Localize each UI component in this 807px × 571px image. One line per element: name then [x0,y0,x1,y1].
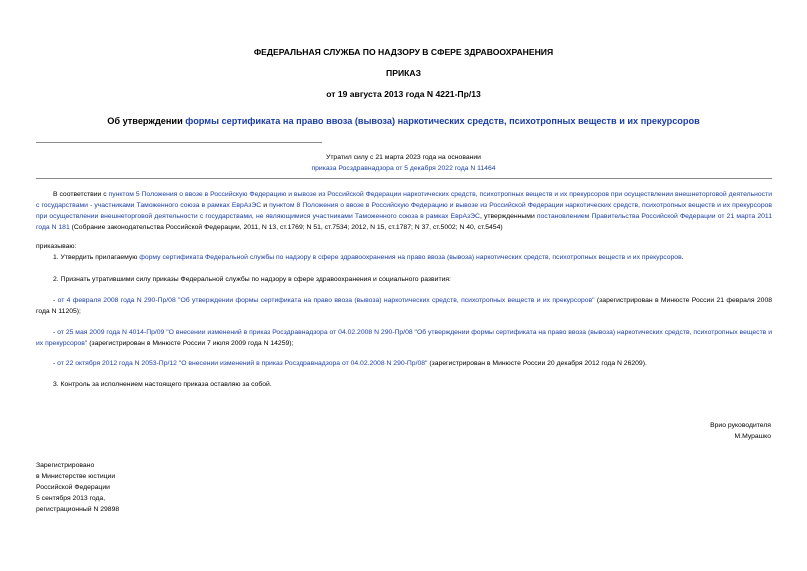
preamble-link-1[interactable]: пунктом 5 Положения о ввозе в Российскую Федерацию и вывозе из Российской Федерации наркотических средств, психотропных веществ и их прекурсоров при осуществлении внешнеторговой деятельности с государствами - участниками Таможенного союза в рамках ЕврАзЭС [36,191,772,209]
item-3: 3. Контроль за исполнением настоящего приказа оставляю за собой. [53,381,272,388]
registration-block [36,460,119,515]
registration-line-5: регистрационный N 29898 [36,506,120,513]
sub-item-c [36,358,772,369]
status-note [0,152,807,174]
sub-a-link[interactable]: от 4 февраля 2008 года N 290-Пр/08 "Об утверждении формы сертификата на право ввоза (вывоза) наркотических средств, психотропных веществ и их прекурсоров" [57,297,595,304]
preamble-text-3: , утвержденными [479,213,537,220]
registration-line-3: Российской Федерации [36,484,110,491]
registration-line-2: в Министерстве юстиции [36,473,116,480]
sub-item-a [36,295,772,317]
registration-line-4: 5 сентября 2013 года, [36,495,106,502]
sub-b-text: (зарегистрирован в Минюсте России 7 июля 2009 года N 14259); [87,340,294,347]
item-1-link[interactable]: форму сертификата Федеральной службы по надзору в сфере здравоохранения на право ввоза (вывоза) наркотических средств, психотропных веществ и их прекурсоров [139,254,682,261]
sub-a-dash: - [53,297,58,304]
divider-top [36,142,322,143]
preamble-text-4: (Собрание законодательства Российской Федерации, 2011, N 13, ст.1769; N 51, ст.7534; 2012, N 15, ст.1787; N 37, ст.5002; N 40, ст.5454) [69,224,503,231]
item-1-end: . [681,254,684,261]
preamble-link-3[interactable]: постановлением Правительства Российской Федерации от 21 марта 2011 года N 181 [36,213,772,231]
sub-c-link[interactable]: от 22 октября 2012 года N 2053-Пр/12 "О внесении изменений в приказ Росздравнадзора от 04.02.2008 N 290-Пр/08" [57,360,428,367]
order-word: приказываю: [36,243,77,250]
preamble-link-2[interactable]: пунктом 8 Положения о ввозе в Российскую Федерацию и вывозе из Российской Федерации наркотических средств, психотропных веществ и их прекурсоров при осуществлении внешнеторговой деятельности с государствами, не являющимися участниками Таможенного союза в рамках ЕврАзЭС [36,202,772,220]
preamble-text-2: и [261,202,270,209]
signature-name: М.Мурашко [734,433,771,440]
item-1 [36,252,772,263]
status-note-line1: Утратил силу с 21 марта 2023 года на основании [326,154,481,161]
signature-block [710,420,771,442]
status-note-link[interactable]: приказа Росздравнадзора от 5 декабря 2022 года N 11464 [311,165,496,172]
divider-bottom [36,178,772,179]
title-link[interactable]: формы сертификата на право ввоза (вывоза) наркотических средств, психотропных веществ и их прекурсоров [185,116,700,126]
doc-type-heading: ПРИКАЗ [386,68,421,78]
sub-b-dash: - [53,329,58,336]
date-number-heading: от 19 августа 2013 года N 4221-Пр/13 [326,89,481,99]
sub-c-text: (зарегистрирован в Минюсте России 20 декабря 2012 года N 26209). [427,360,647,367]
signature-role: Врио руководителя [710,422,771,429]
preamble-text-1: В соответствии с [53,191,109,198]
sub-c-dash: - [53,360,58,367]
sub-b-link[interactable]: от 25 мая 2009 года N 4014-Пр/09 "О внесении изменений в приказ Росздравнадзора от 04.02.2008 N 290-Пр/08 "Об утверждении формы сертификата на право ввоза (вывоза) наркотических средств, психотропных веществ и их прекурсоров" [36,329,772,347]
item-1-text: 1. Утвердить прилагаемую [53,254,140,261]
registration-line-1: Зарегистрировано [36,462,95,469]
document-title [0,116,807,126]
agency-heading: ФЕДЕРАЛЬНАЯ СЛУЖБА ПО НАДЗОРУ В СФЕРЕ ЗДРАВООХРАНЕНИЯ [253,47,554,57]
sub-item-b [36,327,772,349]
sub-a-text: (зарегистрирован в Минюсте России 21 февраля 2008 года N 11205); [36,297,773,315]
preamble-paragraph [36,189,772,233]
title-prefix: Об утверждении [107,116,186,126]
item-2: 2. Признать утратившими силу приказы Федеральной службы по надзору в сфере здравоохранения и социального развития: [53,276,451,283]
